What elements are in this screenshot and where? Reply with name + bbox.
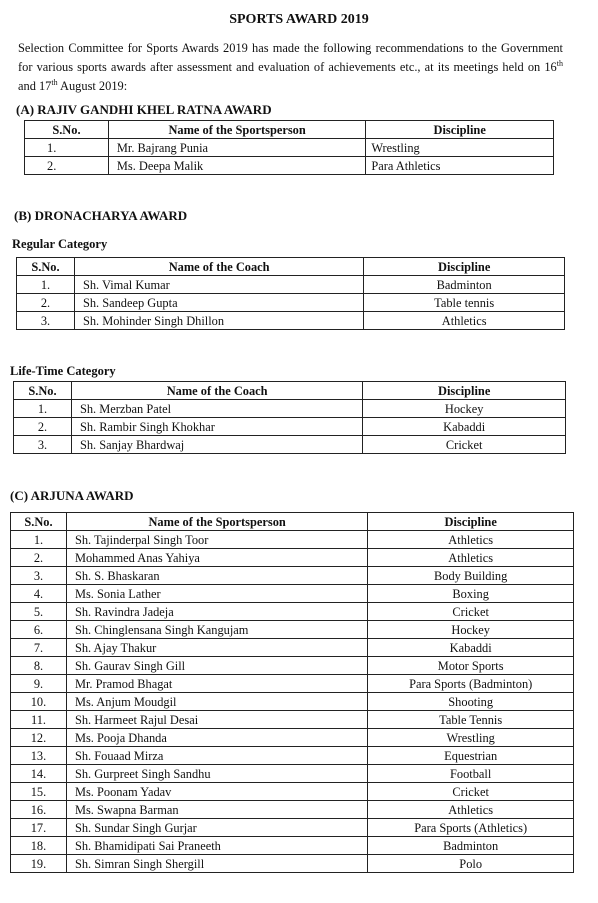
serial-number-cell: 4. bbox=[11, 585, 67, 603]
document-title: SPORTS AWARD 2019 bbox=[229, 12, 369, 27]
column-header: S.No. bbox=[11, 513, 67, 531]
serial-number-cell: 3. bbox=[14, 436, 72, 454]
table-row bbox=[11, 855, 574, 873]
table-row bbox=[11, 657, 574, 675]
discipline-cell: Polo bbox=[368, 855, 574, 873]
column-header: Discipline bbox=[368, 513, 574, 531]
name-cell: Sh. Ajay Thakur bbox=[66, 639, 367, 657]
name-cell: Sh. Mohinder Singh Dhillon bbox=[74, 312, 363, 330]
serial-number-cell: 12. bbox=[11, 729, 67, 747]
name-cell: Mr. Pramod Bhagat bbox=[66, 675, 367, 693]
table-row bbox=[14, 400, 566, 418]
name-cell: Sh. Vimal Kumar bbox=[74, 276, 363, 294]
serial-number-cell: 18. bbox=[11, 837, 67, 855]
table-row bbox=[11, 531, 574, 549]
table-row bbox=[25, 157, 554, 175]
table-row bbox=[17, 312, 565, 330]
table-row bbox=[11, 621, 574, 639]
discipline-cell: Para Sports (Badminton) bbox=[368, 675, 574, 693]
discipline-cell: Equestrian bbox=[368, 747, 574, 765]
dronacharya-lifetime-table bbox=[13, 381, 566, 454]
serial-number-cell: 1. bbox=[14, 400, 72, 418]
discipline-cell: Table Tennis bbox=[368, 711, 574, 729]
name-cell: Sh. Simran Singh Shergill bbox=[66, 855, 367, 873]
discipline-cell: Cricket bbox=[368, 783, 574, 801]
serial-number-cell: 16. bbox=[11, 801, 67, 819]
serial-number-cell: 11. bbox=[11, 711, 67, 729]
serial-number-cell: 1. bbox=[11, 531, 67, 549]
serial-number-cell: 10. bbox=[11, 693, 67, 711]
name-cell: Sh. Ravindra Jadeja bbox=[66, 603, 367, 621]
regular-category-label: Regular Category bbox=[12, 237, 108, 251]
dronacharya-heading: (B) DRONACHARYA AWARD bbox=[14, 208, 188, 223]
discipline-cell: Badminton bbox=[368, 837, 574, 855]
serial-number-cell: 14. bbox=[11, 765, 67, 783]
table-row bbox=[17, 276, 565, 294]
serial-number-cell: 15. bbox=[11, 783, 67, 801]
name-cell: Sh. Chinglensana Singh Kangujam bbox=[66, 621, 367, 639]
khel-ratna-heading: (A) RAJIV GANDHI KHEL RATNA AWARD bbox=[16, 102, 272, 117]
column-header: S.No. bbox=[17, 258, 75, 276]
serial-number-cell: 2. bbox=[25, 157, 109, 175]
serial-number-cell: 8. bbox=[11, 657, 67, 675]
discipline-cell: Athletics bbox=[368, 549, 574, 567]
table-header-row bbox=[11, 513, 574, 531]
table-row bbox=[11, 585, 574, 603]
name-cell: Sh. Merzban Patel bbox=[71, 400, 362, 418]
table-row bbox=[11, 765, 574, 783]
table-row bbox=[14, 436, 566, 454]
discipline-cell: Wrestling bbox=[368, 729, 574, 747]
name-cell: Sh. Sanjay Bhardwaj bbox=[71, 436, 362, 454]
column-header: Name of the Coach bbox=[74, 258, 363, 276]
discipline-cell: Shooting bbox=[368, 693, 574, 711]
lifetime-category-label: Life-Time Category bbox=[10, 364, 116, 378]
discipline-cell: Para Sports (Athletics) bbox=[368, 819, 574, 837]
table-row bbox=[11, 675, 574, 693]
column-header: Name of the Coach bbox=[71, 382, 362, 400]
discipline-cell: Body Building bbox=[368, 567, 574, 585]
discipline-cell: Badminton bbox=[364, 276, 565, 294]
name-cell: Sh. Gurpreet Singh Sandhu bbox=[66, 765, 367, 783]
intro-paragraph: Selection Committee for Sports Awards 2019 has made the following recommendations to the Government for various sports awards after assessment and evaluation of achievements etc., at its meetings held on 16th and 17th August 2019: bbox=[18, 41, 563, 94]
name-cell: Ms. Anjum Moudgil bbox=[66, 693, 367, 711]
dronacharya-regular-table bbox=[16, 257, 565, 330]
serial-number-cell: 6. bbox=[11, 621, 67, 639]
serial-number-cell: 7. bbox=[11, 639, 67, 657]
serial-number-cell: 13. bbox=[11, 747, 67, 765]
discipline-cell: Athletics bbox=[364, 312, 565, 330]
name-cell: Sh. Bhamidipati Sai Praneeth bbox=[66, 837, 367, 855]
name-cell: Sh. Sundar Singh Gurjar bbox=[66, 819, 367, 837]
name-cell: Sh. Harmeet Rajul Desai bbox=[66, 711, 367, 729]
column-header: Name of the Sportsperson bbox=[108, 121, 365, 139]
name-cell: Ms. Sonia Lather bbox=[66, 585, 367, 603]
table-row bbox=[11, 549, 574, 567]
table-row bbox=[11, 603, 574, 621]
table-row bbox=[17, 294, 565, 312]
name-cell: Sh. S. Bhaskaran bbox=[66, 567, 367, 585]
column-header: S.No. bbox=[25, 121, 109, 139]
arjuna-table bbox=[10, 512, 574, 873]
column-header: Discipline bbox=[366, 121, 554, 139]
discipline-cell: Wrestling bbox=[366, 139, 554, 157]
serial-number-cell: 17. bbox=[11, 819, 67, 837]
column-header: Discipline bbox=[364, 258, 565, 276]
column-header: S.No. bbox=[14, 382, 72, 400]
serial-number-cell: 1. bbox=[25, 139, 109, 157]
table-row bbox=[11, 639, 574, 657]
serial-number-cell: 2. bbox=[14, 418, 72, 436]
serial-number-cell: 2. bbox=[17, 294, 75, 312]
name-cell: Ms. Poonam Yadav bbox=[66, 783, 367, 801]
name-cell: Sh. Gaurav Singh Gill bbox=[66, 657, 367, 675]
discipline-cell: Hockey bbox=[363, 400, 566, 418]
discipline-cell: Athletics bbox=[368, 801, 574, 819]
discipline-cell: Cricket bbox=[368, 603, 574, 621]
serial-number-cell: 9. bbox=[11, 675, 67, 693]
discipline-cell: Football bbox=[368, 765, 574, 783]
khel-ratna-table bbox=[24, 120, 554, 175]
table-row bbox=[11, 783, 574, 801]
discipline-cell: Motor Sports bbox=[368, 657, 574, 675]
discipline-cell: Boxing bbox=[368, 585, 574, 603]
name-cell: Sh. Sandeep Gupta bbox=[74, 294, 363, 312]
serial-number-cell: 19. bbox=[11, 855, 67, 873]
column-header: Discipline bbox=[363, 382, 566, 400]
discipline-cell: Kabaddi bbox=[368, 639, 574, 657]
name-cell: Sh. Fouaad Mirza bbox=[66, 747, 367, 765]
table-row bbox=[25, 139, 554, 157]
table-row bbox=[11, 729, 574, 747]
table-header-row bbox=[14, 382, 566, 400]
name-cell: Sh. Rambir Singh Khokhar bbox=[71, 418, 362, 436]
serial-number-cell: 2. bbox=[11, 549, 67, 567]
table-header-row bbox=[25, 121, 554, 139]
table-row bbox=[11, 747, 574, 765]
discipline-cell: Kabaddi bbox=[363, 418, 566, 436]
discipline-cell: Cricket bbox=[363, 436, 566, 454]
name-cell: Mr. Bajrang Punia bbox=[108, 139, 365, 157]
serial-number-cell: 3. bbox=[11, 567, 67, 585]
table-row bbox=[11, 567, 574, 585]
name-cell: Ms. Deepa Malik bbox=[108, 157, 365, 175]
table-header-row bbox=[17, 258, 565, 276]
name-cell: Ms. Pooja Dhanda bbox=[66, 729, 367, 747]
serial-number-cell: 5. bbox=[11, 603, 67, 621]
serial-number-cell: 1. bbox=[17, 276, 75, 294]
table-row bbox=[11, 819, 574, 837]
table-row bbox=[11, 837, 574, 855]
name-cell: Ms. Swapna Barman bbox=[66, 801, 367, 819]
table-row bbox=[11, 693, 574, 711]
arjuna-heading: (C) ARJUNA AWARD bbox=[10, 488, 134, 503]
table-row bbox=[14, 418, 566, 436]
discipline-cell: Table tennis bbox=[364, 294, 565, 312]
column-header: Name of the Sportsperson bbox=[66, 513, 367, 531]
discipline-cell: Para Athletics bbox=[366, 157, 554, 175]
name-cell: Sh. Tajinderpal Singh Toor bbox=[66, 531, 367, 549]
table-row bbox=[11, 711, 574, 729]
table-row bbox=[11, 801, 574, 819]
discipline-cell: Athletics bbox=[368, 531, 574, 549]
serial-number-cell: 3. bbox=[17, 312, 75, 330]
discipline-cell: Hockey bbox=[368, 621, 574, 639]
name-cell: Mohammed Anas Yahiya bbox=[66, 549, 367, 567]
